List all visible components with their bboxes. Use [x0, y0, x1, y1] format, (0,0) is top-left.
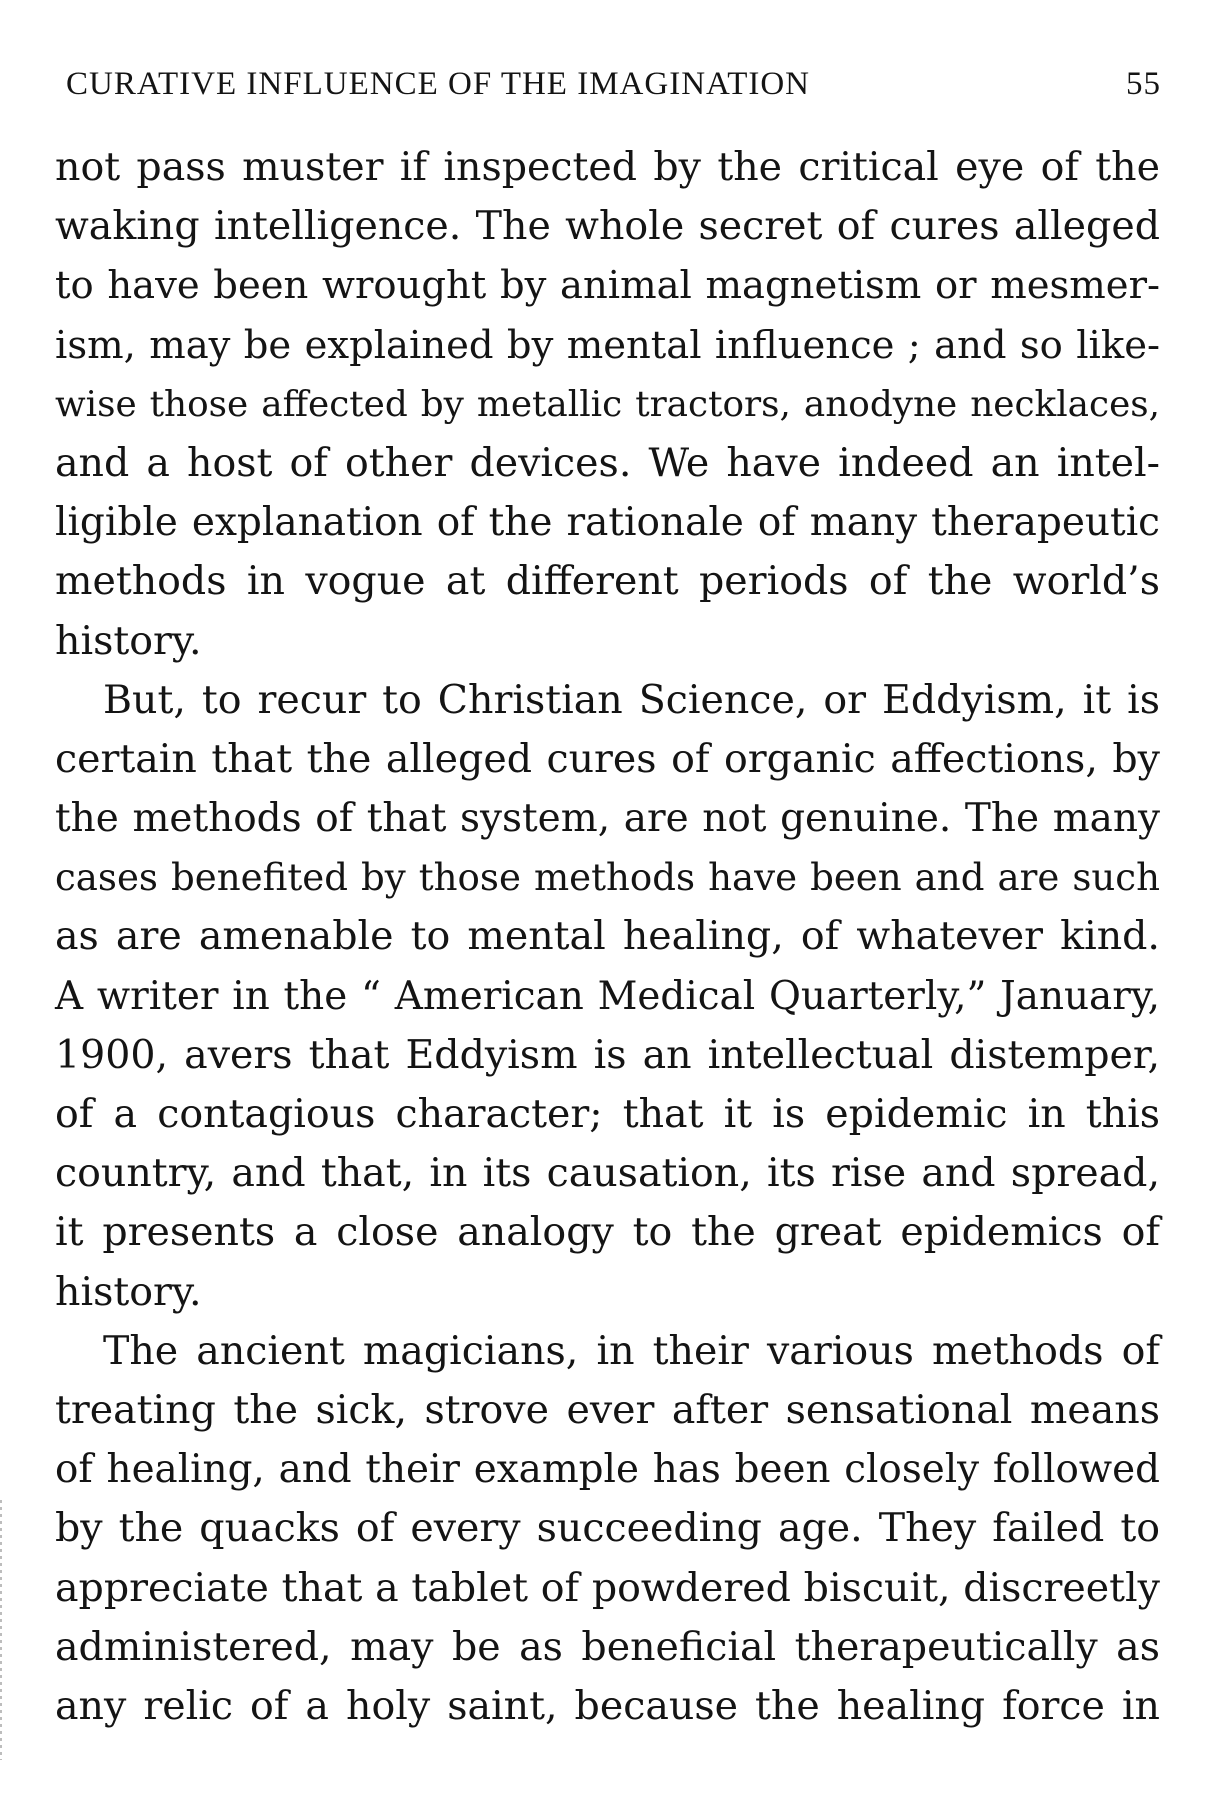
text-line: The ancient magicians, in their various methods of — [103, 1327, 1160, 1374]
text-line: not pass muster if inspected by the critical eye of the — [55, 144, 1160, 190]
running-head-title: CURATIVE INFLUENCE OF THE IMAGINATION — [66, 66, 811, 102]
page-number: 55 — [1126, 66, 1161, 102]
text-line: the methods of that system, are not genuine. The many — [55, 796, 1160, 842]
text-line: cases benefited by those methods have been and are such — [55, 856, 1160, 900]
text-line: of healing, and their example has been closely followed — [55, 1447, 1160, 1493]
text-line: ligible explanation of the rationale of many therapeutic — [55, 500, 1160, 546]
text-line: as are amenable to mental healing, of whatever kind. — [55, 913, 1160, 960]
text-line: it presents a close analogy to the great epidemics of — [55, 1209, 1160, 1256]
running-head — [66, 66, 1161, 116]
text-line: But, to recur to Christian Science, or Eddyism, it is — [103, 676, 1160, 723]
text-line: history. — [55, 1268, 202, 1315]
text-line: treating the sick, strove ever after sensational means — [55, 1386, 1160, 1433]
text-line: A writer in the “ American Medical Quarterly,” January, — [55, 973, 1160, 1019]
text-line: appreciate that a tablet of powdered biscuit, discreetly — [55, 1564, 1160, 1611]
text-line: 1900, avers that Eddyism is an intellectual distemper, — [55, 1031, 1160, 1078]
text-line: to have been wrought by animal magnetism or mesmer- — [55, 263, 1160, 309]
text-line: by the quacks of every succeeding age. They failed to — [55, 1505, 1160, 1552]
text-line: methods in vogue at different periods of the world’s — [55, 558, 1160, 605]
text-line: ism, may be explained by mental influence ; and so like- — [55, 322, 1160, 368]
text-line: wise those affected by metallic tractors, anodyne necklaces, — [55, 383, 1160, 425]
text-line: administered, may be as beneficial therapeutically as — [55, 1623, 1160, 1670]
text-line: history. — [55, 617, 202, 664]
body-text — [55, 138, 1160, 1736]
text-line: certain that the alleged cures of organic affections, by — [55, 735, 1160, 782]
page-edge-mark — [0, 1500, 2, 1760]
text-line: any relic of a holy saint, because the healing force in — [55, 1682, 1160, 1729]
text-line: and a host of other devices. We have indeed an intel- — [55, 439, 1160, 486]
text-line: country, and that, in its causation, its rise and spread, — [55, 1150, 1160, 1197]
text-line: of a contagious character; that it is epidemic in this — [55, 1091, 1160, 1137]
text-line: waking intelligence. The whole secret of cures alleged — [55, 203, 1160, 250]
